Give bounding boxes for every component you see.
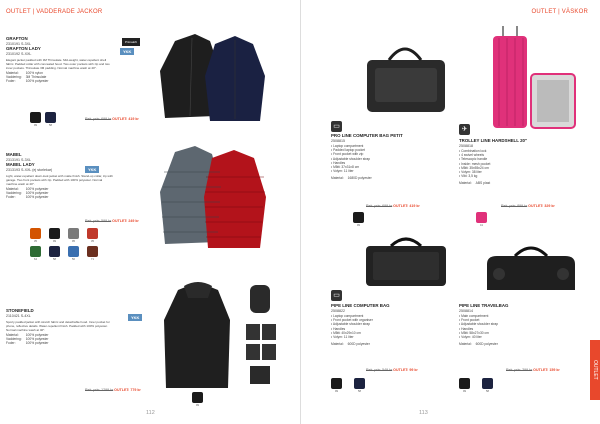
ykk-badge: YKK bbox=[85, 166, 99, 173]
swatch-color bbox=[87, 246, 98, 257]
swatch-color bbox=[354, 378, 365, 389]
swatch-color bbox=[30, 246, 41, 257]
price-line bbox=[85, 117, 139, 121]
product-pipe-line-travelbag bbox=[459, 303, 574, 346]
product-title: GRAFTON bbox=[6, 36, 28, 41]
swatch: 58 bbox=[482, 378, 493, 393]
swatch-color bbox=[192, 392, 203, 403]
product-description: Light, water-repellent down-look jacket with matte finish. Stand-up collar, zip with garage. Two front pockets with zip. Padded with 100% polyester. Normal machine wash at 40°. bbox=[6, 173, 113, 186]
swatch: 99 bbox=[353, 212, 364, 227]
swatch-color bbox=[331, 378, 342, 389]
ykk-badge: YKK bbox=[128, 314, 142, 321]
pipe-line-computer-bag-image bbox=[361, 230, 451, 290]
product-code: 2310191 S-3XL bbox=[6, 41, 31, 46]
product-title: TROLLEY LINE HARDSHELL 20" bbox=[459, 138, 528, 143]
spec-table: Material: ABS plast bbox=[459, 181, 491, 186]
product-title-2: MABEL LADY bbox=[6, 162, 35, 167]
swatch-color bbox=[353, 212, 364, 223]
swatch: 99 bbox=[49, 228, 60, 243]
swatch-color bbox=[482, 378, 493, 389]
old-price: Rek. pris: 399 kr bbox=[506, 368, 533, 372]
product-title: MABEL bbox=[6, 152, 22, 157]
swatch-color bbox=[30, 112, 41, 123]
spec-table: Material: 600D polyester bbox=[331, 342, 370, 347]
primaloft-logo: Primaloft bbox=[122, 38, 140, 46]
spec-table: Material: 600D polyester bbox=[459, 342, 498, 347]
stonefield-jacket-image bbox=[150, 280, 280, 392]
swatch: 58 bbox=[45, 112, 56, 127]
trolley-image bbox=[479, 24, 579, 134]
product-code: 2110421 S-4XL bbox=[6, 313, 31, 318]
spec-table: Material: 100% nylon Vaddering: 3M Thinsulate Foder: 100% polyester bbox=[6, 71, 49, 84]
color-swatches bbox=[476, 212, 487, 227]
swatch: 99 bbox=[331, 378, 342, 393]
outlet-price: OUTLET: 99 kr bbox=[393, 368, 418, 372]
product-code: 2508814 bbox=[459, 308, 473, 313]
feature-list: • Laptop compartment • Front pocket with organiser • Adjustable shoulder strap • Handles • Mått: 40x29x10 cm • Volym: 11 liter bbox=[331, 314, 446, 339]
product-stonefield bbox=[6, 308, 114, 346]
outlet-price: OUTLET: 249 kr bbox=[112, 219, 139, 223]
pipe-line-travelbag-image bbox=[481, 240, 581, 300]
color-swatches bbox=[331, 378, 365, 393]
product-title-2: GRAFTON LADY bbox=[6, 46, 41, 51]
product-pro-line-petit bbox=[331, 133, 446, 181]
swatch-color bbox=[68, 246, 79, 257]
outlet-price: OUTLET: 779 kr bbox=[114, 388, 141, 392]
price-line bbox=[501, 204, 555, 208]
old-price: Rek. pris: 699 kr bbox=[366, 204, 393, 208]
swatch-color bbox=[459, 378, 470, 389]
price-line bbox=[366, 204, 420, 208]
price-line bbox=[366, 368, 418, 372]
swatch-color bbox=[68, 228, 79, 239]
color-swatches bbox=[192, 392, 203, 407]
ykk-badge: YKK bbox=[120, 48, 134, 55]
swatch: 35 bbox=[30, 228, 41, 243]
product-mabel bbox=[6, 152, 114, 200]
right-page bbox=[300, 0, 600, 424]
old-price: Rek. pris: 599 kr bbox=[85, 219, 112, 223]
product-trolley bbox=[459, 138, 579, 186]
grafton-jackets-image bbox=[155, 26, 275, 126]
spec-table: Material: 100% polyester Vaddering: 100% polyester Foder: 100% polyester bbox=[6, 333, 49, 346]
swatch-color bbox=[30, 228, 41, 239]
swatch-color bbox=[476, 212, 487, 223]
old-price: Rek. pris: 899 kr bbox=[501, 204, 528, 208]
section-header: OUTLET | VÄSKOR bbox=[531, 9, 588, 15]
feature-list: • Laptop compartment • Padded laptop pocket • Front pocket with zip • Adjustable shoulder strap • Handles • Mått: 37x31x8 cm • Volym: 11 liter bbox=[331, 144, 446, 173]
swatch: 99 bbox=[192, 392, 203, 407]
product-pipe-line-computer bbox=[331, 303, 446, 346]
swatch: 99 bbox=[459, 378, 470, 393]
swatch: 50 bbox=[68, 246, 79, 261]
swatch: 71 bbox=[87, 246, 98, 261]
swatch-color bbox=[49, 246, 60, 257]
product-description: Elegant jacket padded with 3M Thinsulate. Mid-weight, water-repellent shell fabric. Padded collar with concealed hood. Two outer pockets with zip and two inner pockets. Thinsulate 3M padding. Normal machine wash at 40°. bbox=[6, 57, 110, 70]
color-swatches bbox=[459, 378, 493, 393]
product-title: PIPE LINE COMPUTER BAG bbox=[331, 303, 390, 308]
product-code: 2313191 S-3XL bbox=[6, 157, 31, 162]
old-price: Rek. pris: 699 kr bbox=[85, 117, 112, 121]
swatch-color bbox=[45, 112, 56, 123]
product-code: 2508815 bbox=[331, 138, 345, 143]
swatch: 99 bbox=[30, 112, 41, 127]
outlet-price: OUTLET: 159 kr bbox=[533, 368, 560, 372]
page-number: 112 bbox=[146, 410, 155, 416]
swatch-color bbox=[49, 228, 60, 239]
product-description: Sporty padded jacket with stretch fabric and detachable hood. Inner pocket for phone, reflective details. Water-repellent finish. Padded with 100% polyester. Normal machine wash at 40°. bbox=[6, 319, 110, 332]
swatch: 41 bbox=[476, 212, 487, 227]
product-title: STONEFIELD bbox=[6, 308, 34, 313]
outlet-price: OUTLET: 329 kr bbox=[528, 204, 555, 208]
spec-table: Material: 1680D polyester bbox=[331, 176, 372, 181]
spec-table: Material: 100% polyester Vaddering: 100% polyester Foder: 100% polyester bbox=[6, 187, 49, 200]
laptop-icon: ▭ bbox=[331, 121, 342, 132]
swatch: 58 bbox=[49, 246, 60, 261]
price-line bbox=[85, 219, 139, 223]
laptop-icon: ▭ bbox=[331, 290, 342, 301]
product-title: PRO LINE COMPUTER BAG PETIT bbox=[331, 133, 403, 138]
product-code-2: 2310192 S-XXL bbox=[6, 51, 32, 56]
price-line bbox=[85, 388, 141, 392]
product-code: 2508818 bbox=[459, 143, 473, 148]
mabel-jackets-image bbox=[150, 142, 275, 252]
price-line bbox=[506, 368, 560, 372]
outlet-price: OUTLET: 419 kr bbox=[112, 117, 139, 121]
pro-line-bag-image bbox=[361, 30, 449, 118]
outlet-side-tab: OUTLET bbox=[590, 340, 600, 400]
old-price: Rek. pris: 549 kr bbox=[366, 368, 393, 372]
section-header: OUTLET | VADDERADE JACKOR bbox=[6, 9, 103, 15]
swatch: 95 bbox=[68, 228, 79, 243]
product-code: 2508822 bbox=[331, 308, 345, 313]
product-title: PIPE LINE TRAVELBAG bbox=[459, 303, 509, 308]
color-swatches bbox=[353, 212, 364, 227]
color-swatches bbox=[30, 112, 56, 127]
feature-list: • Combination lock • 4 swivel wheels • Telescopic handle • Inside: mesh pocket • Mått: 35x55x24 cm • Volym: 38 liter • Vikt: 3,5 kg bbox=[459, 149, 579, 178]
swatch: 64 bbox=[30, 246, 41, 261]
swatch: 35 bbox=[87, 228, 98, 243]
page-number: 113 bbox=[419, 410, 428, 416]
product-grafton bbox=[6, 36, 114, 84]
product-code-2: 2313193 S-XXL (ej storlekar) bbox=[6, 167, 53, 172]
outlet-price: OUTLET: 419 kr bbox=[393, 204, 420, 208]
feature-list: • Main compartment • Front pocket • Adjustable shoulder strap • Handles • Mått: 58x27x30 cm • Volym: 40 liter bbox=[459, 314, 574, 339]
swatch: 58 bbox=[354, 378, 365, 393]
airplane-icon: ✈ bbox=[459, 124, 470, 135]
swatch-color bbox=[87, 228, 98, 239]
color-swatches bbox=[30, 228, 110, 261]
old-price: Rek. pris: 1299 kr bbox=[85, 388, 114, 392]
